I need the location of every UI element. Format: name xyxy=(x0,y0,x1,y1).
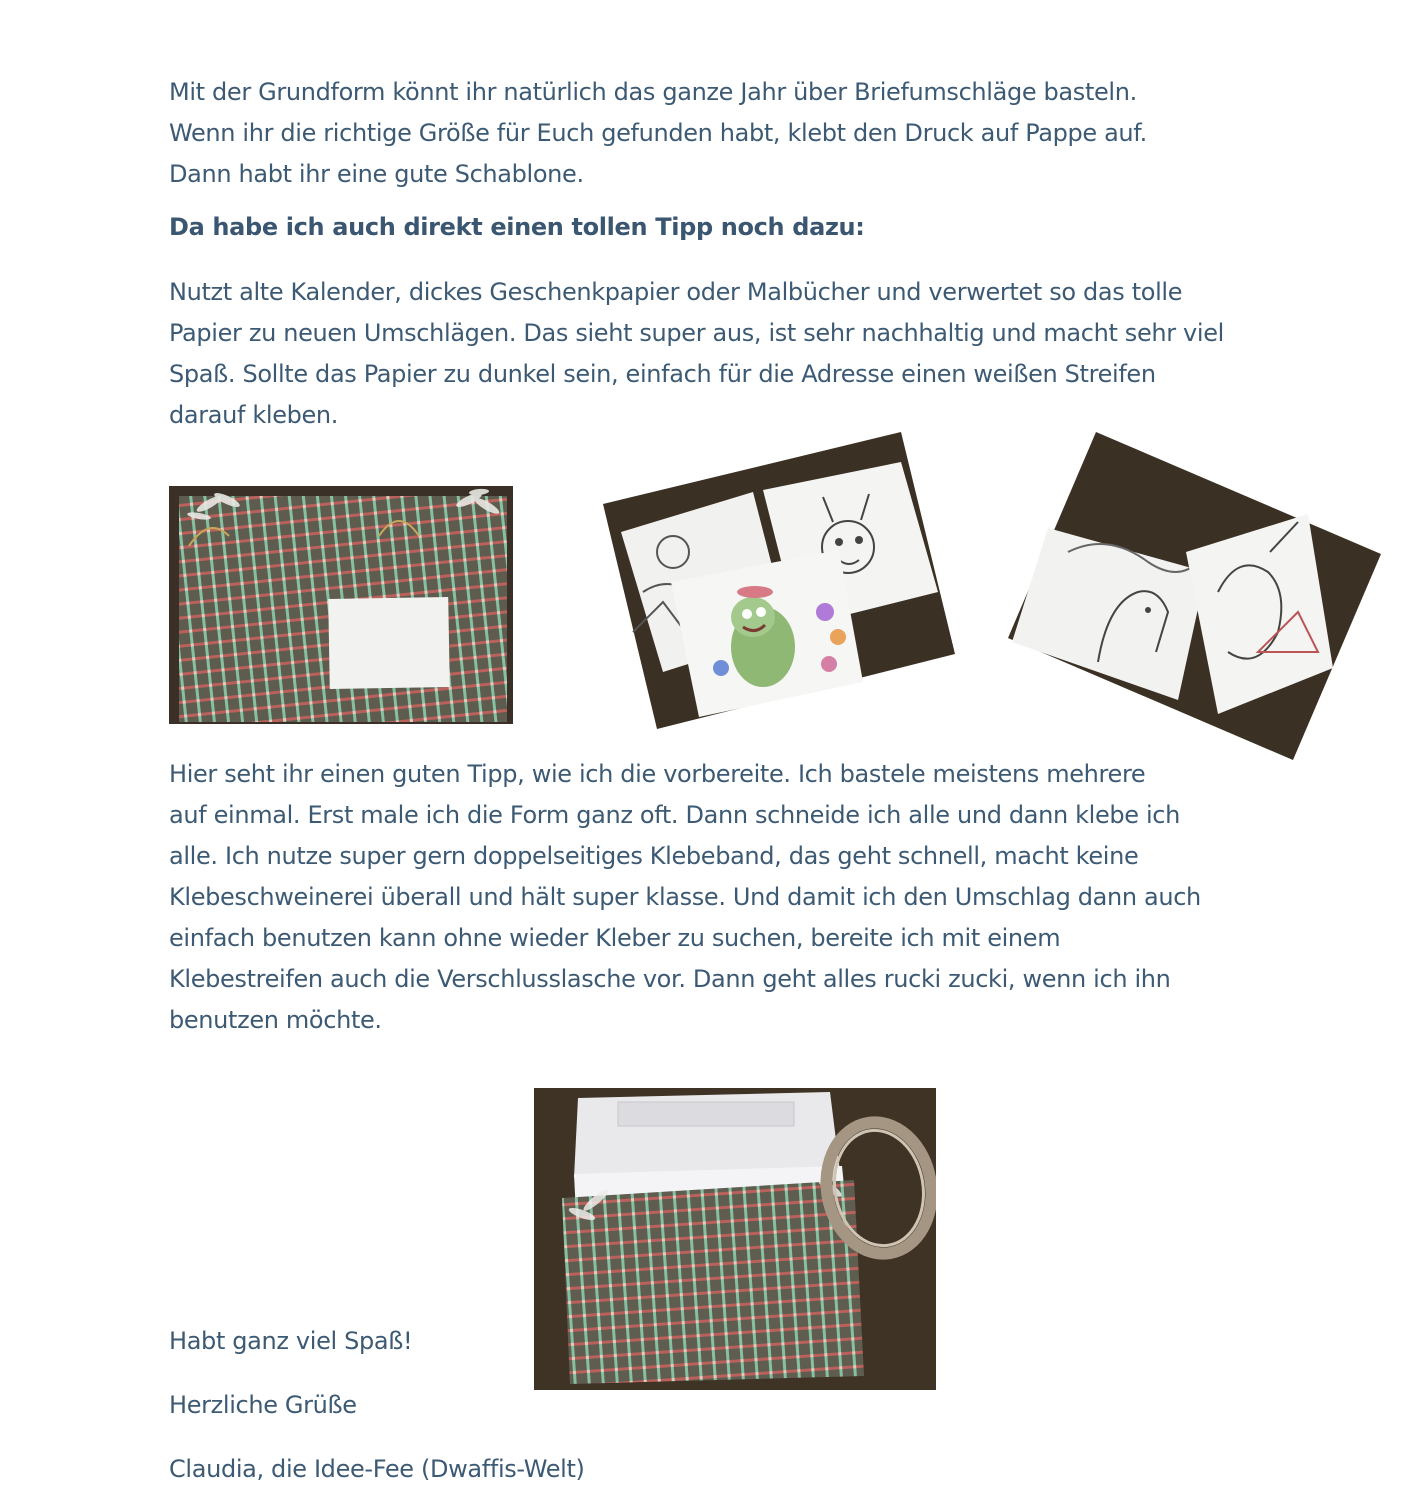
photo-horse-envelopes xyxy=(1008,432,1381,760)
tip-paragraph xyxy=(169,272,1224,436)
intro-paragraph xyxy=(169,72,1147,195)
tip-line: Spaß. Sollte das Papier zu dunkel sein, einfach für die Adresse einen weißen Streifen xyxy=(169,360,1156,388)
closing-greeting: Herzliche Grüße xyxy=(169,1391,357,1419)
intro-line: Mit der Grundform könnt ihr natürlich das ganze Jahr über Briefumschläge basteln. xyxy=(169,78,1137,106)
tip-line: darauf kleben. xyxy=(169,401,339,429)
intro-line: Wenn ihr die richtige Größe für Euch gefunden habt, klebt den Druck auf Pappe auf. xyxy=(169,119,1147,147)
photo-envelope-tape xyxy=(534,1088,936,1390)
method-paragraph xyxy=(169,754,1201,1041)
method-line: alle. Ich nutze super gern doppelseitiges Klebeband, das geht schnell, macht keine xyxy=(169,842,1139,870)
tip-line: Nutzt alte Kalender, dickes Geschenkpapier oder Malbücher und verwertet so das tolle xyxy=(169,278,1183,306)
closing-signature: Claudia, die Idee-Fee (Dwaffis-Welt) xyxy=(169,1455,585,1483)
tip-line: Papier zu neuen Umschlägen. Das sieht super aus, ist sehr nachhaltig und macht sehr viel xyxy=(169,319,1224,347)
method-line: benutzen möchte. xyxy=(169,1006,382,1034)
intro-line: Dann habt ihr eine gute Schablone. xyxy=(169,160,584,188)
method-line: Klebestreifen auch die Verschlusslasche vor. Dann geht alles rucki zucki, wenn ich ihn xyxy=(169,965,1171,993)
method-line: auf einmal. Erst male ich die Form ganz oft. Dann schneide ich alle und dann klebe ich xyxy=(169,801,1180,829)
method-line: Klebeschweinerei überall und hält super klasse. Und damit ich den Umschlag dann auch xyxy=(169,883,1201,911)
photo-plaid-envelope xyxy=(169,486,513,724)
tip-heading: Da habe ich auch direkt einen tollen Tipp noch dazu: xyxy=(169,213,865,241)
method-line: einfach benutzen kann ohne wieder Kleber zu suchen, bereite ich mit einem xyxy=(169,924,1061,952)
photo-maya-envelopes xyxy=(603,432,955,729)
closing-fun: Habt ganz viel Spaß! xyxy=(169,1327,413,1355)
method-line: Hier seht ihr einen guten Tipp, wie ich die vorbereite. Ich bastele meistens mehrere xyxy=(169,760,1146,788)
